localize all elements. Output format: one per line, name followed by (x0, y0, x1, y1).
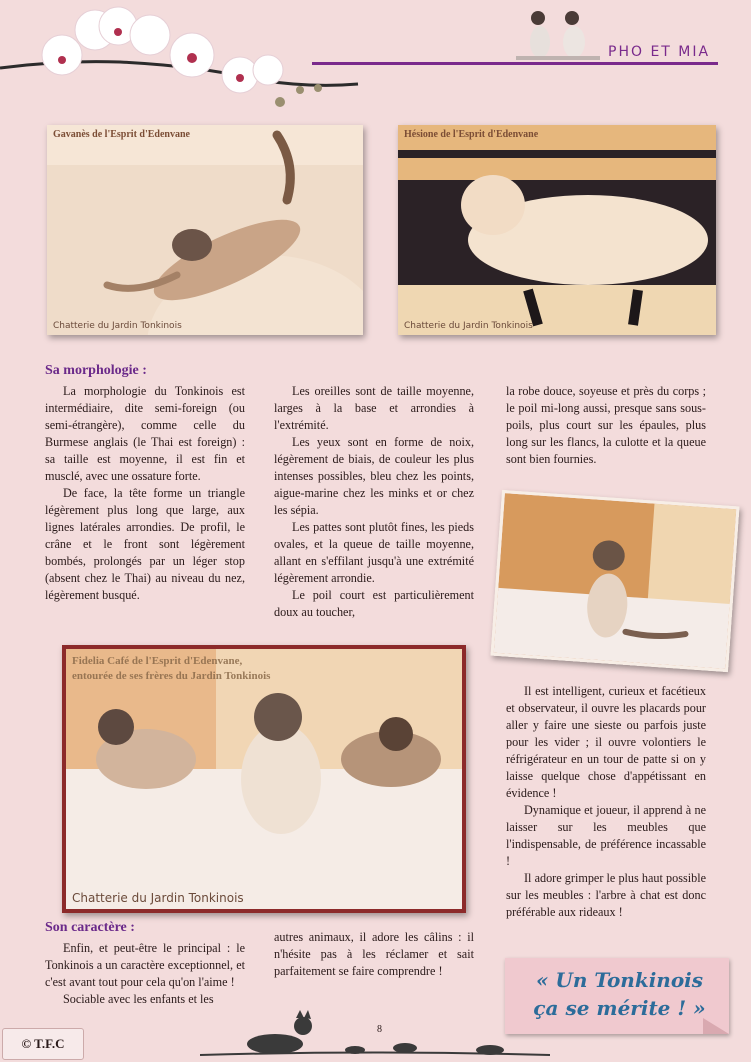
photo-caption-line1: Fidelia Café de l'Esprit d'Edenvane, (72, 655, 243, 667)
photo-cat-lying (47, 125, 363, 335)
header-title: PHO ET MIA (608, 44, 711, 60)
paragraph: la robe douce, soyeuse et près du corps ; le poil mi-long aussi, presque sans sous-poils, plus court sur les épaules, plus long sur les flancs, la culotte et la queue sont bien fournies. (506, 384, 706, 466)
photo-kitten-sitting (491, 490, 740, 672)
photo-caption-line2: entourée de ses frères du Jardin Tonkinois (72, 670, 271, 682)
photo-three-cats (62, 645, 466, 913)
paragraph: Il adore grimper le plus haut possible sur les meubles : l'arbre à chat est donc préférable aux rideaux ! (506, 871, 706, 919)
paragraph: Les oreilles sont de taille moyenne, larges à la base et arrondies à l'extrémité. (274, 384, 474, 432)
morphologie-column-3 (506, 383, 706, 468)
section-heading-morphologie: Sa morphologie : (45, 363, 147, 378)
header-rule (312, 62, 718, 65)
caractere-column-1 (45, 940, 245, 1008)
paragraph: Les yeux sont en forme de noix, légèrement de biais, de couleur les plus intenses possibles, bleu chez les points, aigue-marine chez les minks et or chez les sépia. (274, 435, 474, 517)
paragraph: La morphologie du Tonkinois est intermédiaire, dite semi-foreign (ou semi-étrangère), comme celle du Burmese anglais (le Thai est foreign) : sa taille est moyenne, il est fin et musclé, avec une ossature forte. (45, 384, 245, 483)
page-number: 8 (377, 1024, 382, 1035)
morphologie-column-2 (274, 383, 474, 621)
caractere-column-2 (274, 929, 474, 980)
photo-caption-top: Hésione de l'Esprit d'Edenvane (404, 129, 539, 140)
paragraph: De face, la tête forme un triangle légèrement plus long que large, aux lignes latérales arrondies. De profil, le crâne et le front sont légèrement bombés, prolongés par un léger stop (absent chez le Thai) au niveau du nez, légèrement busqué. (45, 486, 245, 602)
paragraph: Sociable avec les enfants et les (63, 992, 214, 1006)
copyright-badge: © T.F.C (2, 1028, 84, 1060)
paragraph: Dynamique et joueur, il apprend à ne laisser sur les meubles que l'indispensable, de préférence incassable ! (506, 803, 706, 868)
cats-silhouette-footer (200, 1000, 550, 1062)
paragraph: Le poil court est particulièrement doux au toucher, (274, 588, 474, 619)
paragraph: Il est intelligent, curieux et facétieux et observateur, il ouvre les placards pour aller y faire une sieste ou parfois juste pour les vider ; il ouvre volontiers le réfrigérateur en un tour de patte si on y laisse quelque chose d'appétissant en évidence ! (506, 684, 706, 800)
photo-caption-bottom: Chatterie du Jardin Tonkinois (53, 321, 182, 331)
photo-caption-bottom: Chatterie du Jardin Tonkinois (72, 891, 244, 905)
page-fold (703, 1018, 729, 1034)
morphologie-column-1 (45, 383, 245, 604)
paragraph: Enfin, et peut-être le principal : le Tonkinois a un caractère exceptionnel, et c'est avant tout pour cela qu'on l'aime ! (45, 941, 245, 989)
section-heading-caractere: Son caractère : (45, 920, 135, 935)
photo-cat-on-bag (398, 125, 716, 335)
quote-line-1: « Un Tonkinois (535, 968, 704, 992)
photo-caption-bottom: Chatterie du Jardin Tonkinois (404, 321, 533, 331)
caractere-column-3 (506, 683, 706, 921)
siamese-cats-logo (512, 4, 604, 62)
photo-caption-top: Gavanès de l'Esprit d'Edenvane (53, 129, 190, 140)
quote-line-2: ça se mérite ! » (533, 996, 706, 1020)
paragraph: Les pattes sont plutôt fines, les pieds ovales, et la queue de taille moyenne, allant en s'effilant jusqu'à une extrémité légèrement arrondie. (274, 520, 474, 585)
orchid-branch-image (0, 0, 360, 115)
paragraph: autres animaux, il adore les câlins : il n'hésite pas à les réclamer et sait parfaitement se faire comprendre ! (274, 930, 474, 978)
